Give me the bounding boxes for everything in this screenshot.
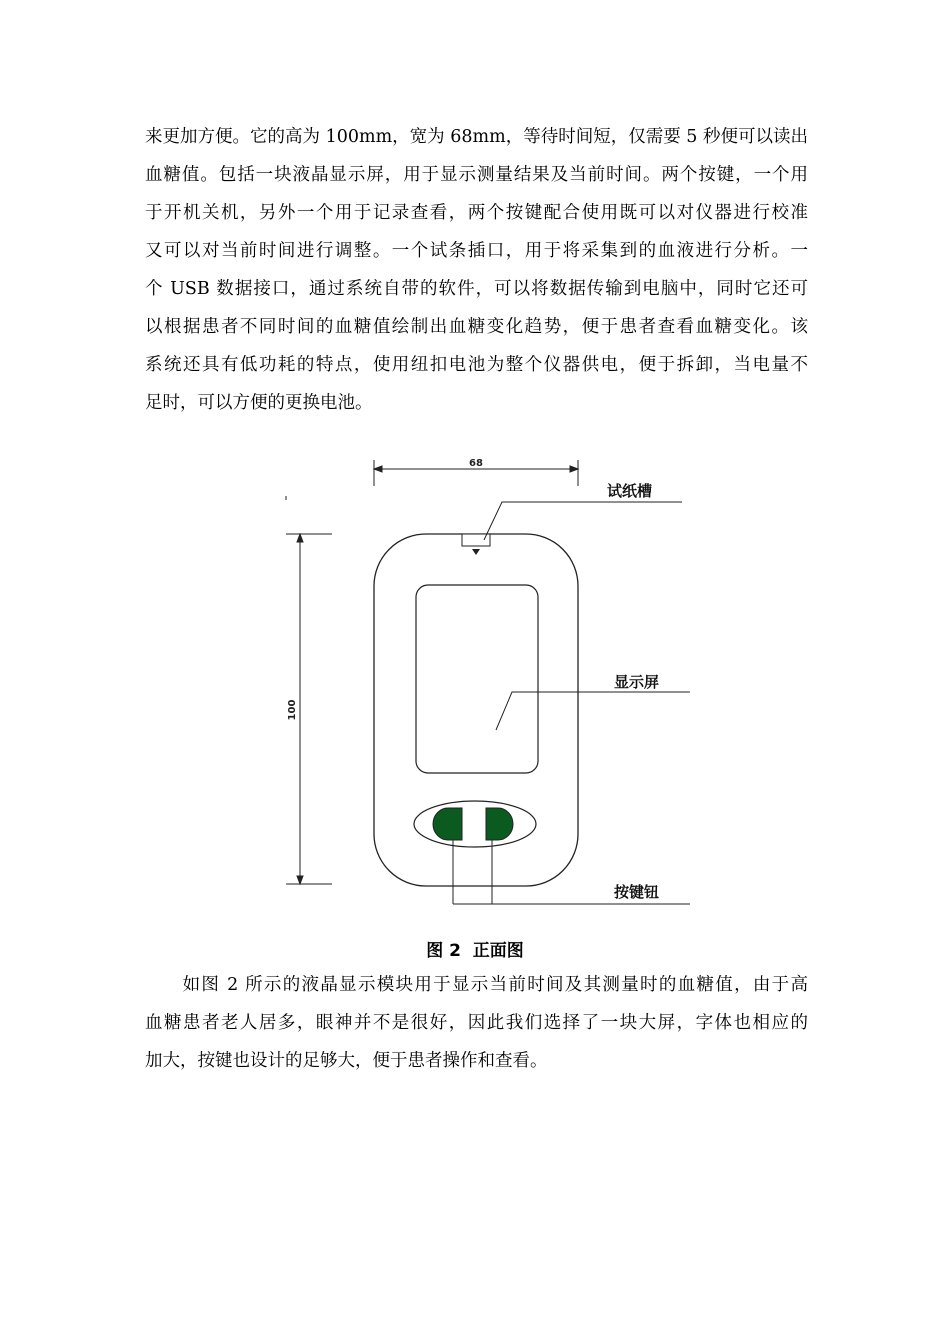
figure-caption — [0, 938, 950, 964]
paragraph-line: 个 USB 数据接口，通过系统自带的软件，可以将数据传输到电脑中，同时它还可 — [145, 279, 808, 299]
display-leader — [496, 692, 690, 730]
buttons-label: 按键钮 — [614, 883, 660, 901]
right-button — [486, 808, 513, 840]
figure-title: 正面图 — [472, 941, 524, 961]
paragraph-line: 血糖患者老人居多，眼神并不是很好，因此我们选择了一块大屏，字体也相应的 — [145, 1013, 808, 1033]
paragraph-line: 系统还具有低功耗的特点，使用纽扣电池为整个仪器供电，便于拆卸，当电量不 — [145, 355, 808, 375]
display-screen — [416, 585, 538, 773]
body-paragraph-2 — [145, 966, 808, 1080]
device-body — [374, 534, 578, 886]
height-dimension-label: 100 — [287, 699, 298, 721]
paragraph-line: 以根据患者不同时间的血糖值绘制出血糖变化趋势，便于患者查看血糖变化。该 — [145, 317, 808, 337]
paragraph-line: 加大，按键也设计的足够大，便于患者操作和查看。 — [145, 1051, 548, 1071]
strip-arrow — [472, 549, 480, 555]
display-label: 显示屏 — [614, 673, 660, 691]
paragraph-line: 又可以对当前时间进行调整。一个试条插口，用于将采集到的血液进行分析。一 — [145, 241, 808, 261]
paragraph-line: 足时，可以方便的更换电池。 — [145, 393, 373, 413]
figure-number: 图 2 — [426, 941, 461, 961]
button-pad — [414, 801, 536, 847]
paragraph-line: 来更加方便。它的高为 100mm，宽为 68mm，等待时间短，仅需要 5 秒便可以读出 — [145, 127, 808, 147]
paragraph-line: 血糖值。包括一块液晶显示屏，用于显示测量结果及当前时间。两个按键，一个用 — [145, 165, 808, 185]
paragraph-line: 于开机关机，另外一个用于记录查看，两个按键配合使用既可以对仪器进行校准 — [145, 203, 808, 223]
paragraph-line: 如图 2 所示的液晶显示模块用于显示当前时间及其测量时的血糖值，由于高 — [145, 975, 808, 995]
strip-slot-label: 试纸槽 — [607, 482, 653, 500]
device-front-view-figure — [270, 448, 700, 918]
left-button — [433, 808, 462, 840]
body-paragraph-1 — [145, 118, 808, 422]
device-drawing — [270, 448, 700, 918]
width-dimension-label: 68 — [469, 458, 483, 469]
